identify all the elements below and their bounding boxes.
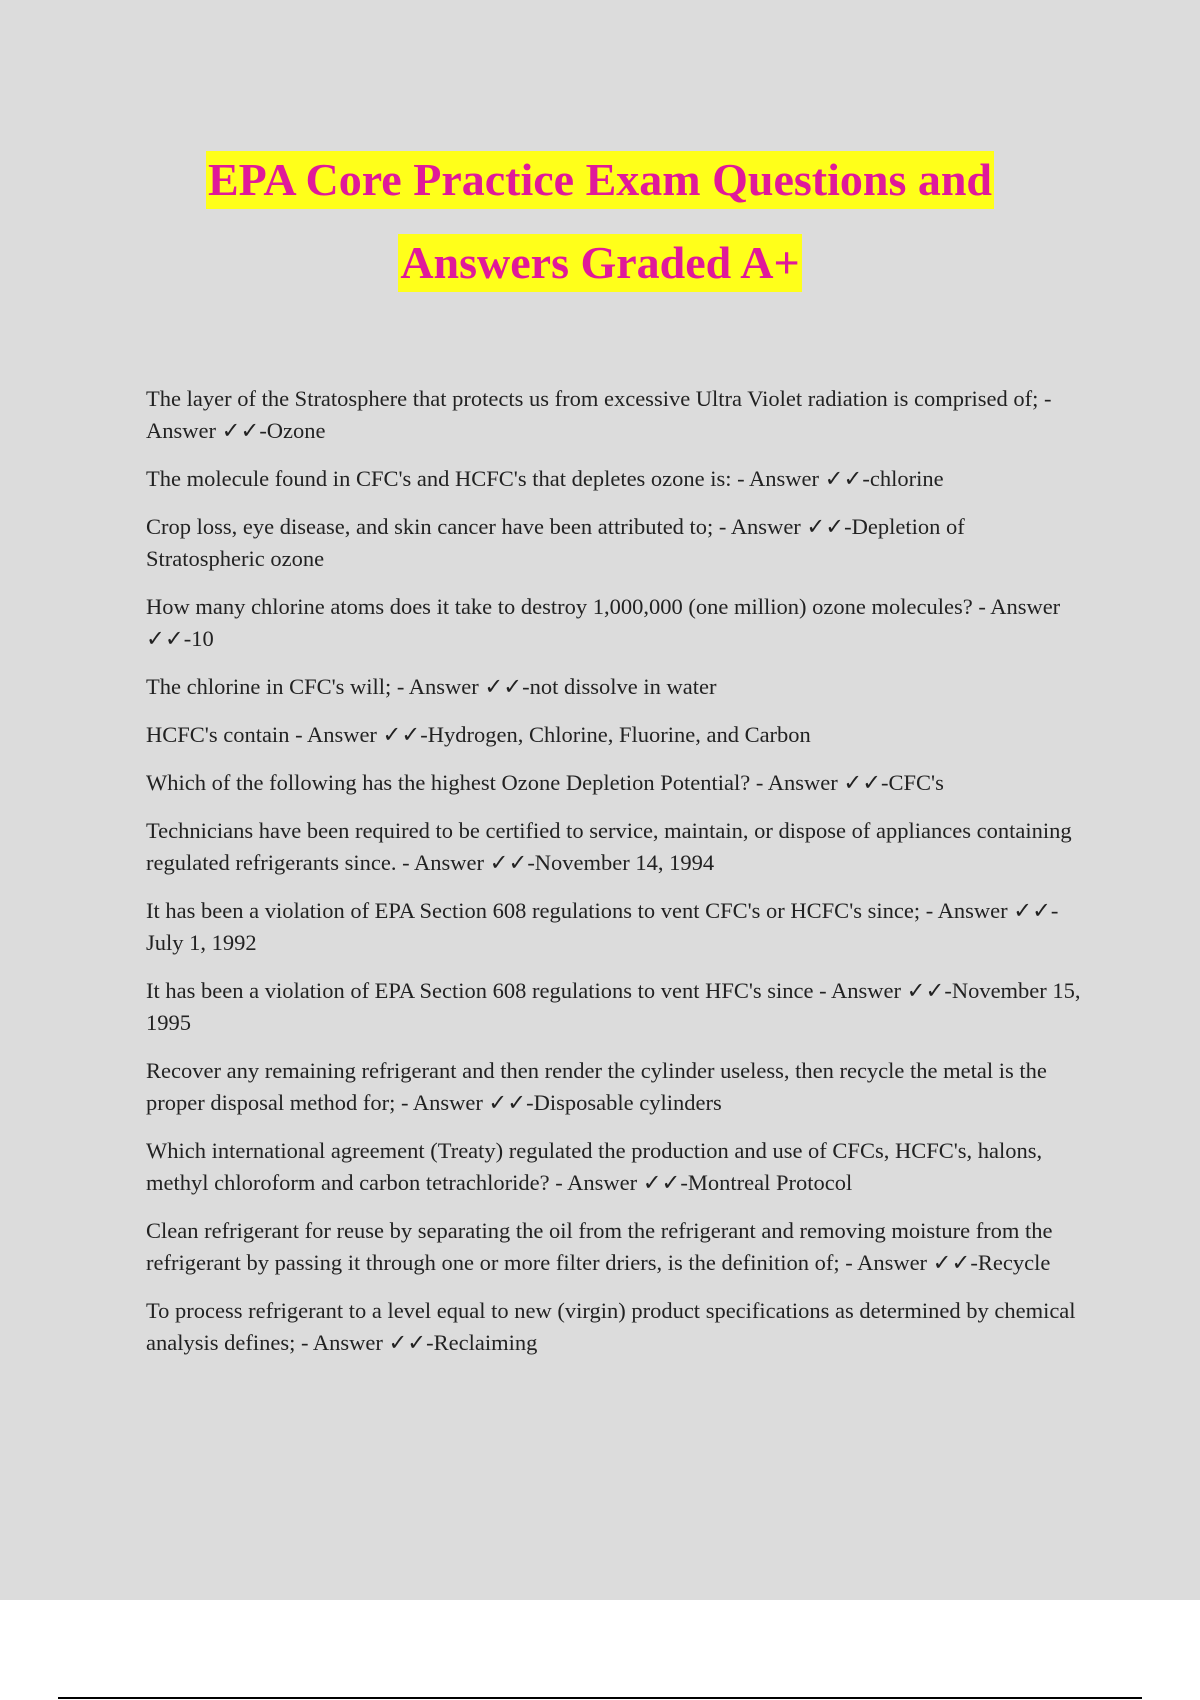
- question-answer-list: [146, 383, 1086, 1375]
- qa-item: HCFC's contain - Answer ✓✓-Hydrogen, Chlorine, Fluorine, and Carbon: [146, 722, 811, 747]
- qa-item: The chlorine in CFC's will; - Answer ✓✓-not dissolve in water: [146, 674, 717, 699]
- qa-item: It has been a violation of EPA Section 608 regulations to vent CFC's or HCFC's since; - Answer ✓✓-July 1, 1992: [146, 898, 1059, 955]
- qa-item: Which of the following has the highest Ozone Depletion Potential? - Answer ✓✓-CFC's: [146, 770, 944, 795]
- qa-item: Which international agreement (Treaty) regulated the production and use of CFCs, HCFC's, halons, methyl chloroform and carbon tetrachloride? - Answer ✓✓-Montreal Protocol: [146, 1138, 1043, 1195]
- qa-item: How many chlorine atoms does it take to destroy 1,000,000 (one million) ozone molecules? - Answer ✓✓-10: [146, 594, 1061, 651]
- qa-item: It has been a violation of EPA Section 608 regulations to vent HFC's since - Answer ✓✓-November 15, 1995: [146, 978, 1081, 1035]
- document-title: [0, 138, 1200, 304]
- qa-item: The layer of the Stratosphere that protects us from excessive Ultra Violet radiation is comprised of; - Answer ✓✓-Ozone: [146, 386, 1052, 443]
- title-line-1: EPA Core Practice Exam Questions and: [206, 151, 994, 209]
- qa-item: Crop loss, eye disease, and skin cancer have been attributed to; - Answer ✓✓-Depletion of Stratospheric ozone: [146, 514, 965, 571]
- qa-item: Technicians have been required to be certified to service, maintain, or dispose of appliances containing regulated refrigerants since. - Answer ✓✓-November 14, 1994: [146, 818, 1072, 875]
- title-line-2: Answers Graded A+: [398, 234, 801, 292]
- qa-item: Clean refrigerant for reuse by separating the oil from the refrigerant and removing moisture from the refrigerant by passing it through one or more filter driers, is the definition of; - Answer ✓✓-Recycle: [146, 1218, 1053, 1275]
- qa-item: The molecule found in CFC's and HCFC's that depletes ozone is: - Answer ✓✓-chlorine: [146, 466, 944, 491]
- footer-divider: [58, 1697, 1142, 1699]
- qa-item: To process refrigerant to a level equal to new (virgin) product specifications as determined by chemical analysis defines; - Answer ✓✓-Reclaiming: [146, 1298, 1076, 1355]
- qa-item: Recover any remaining refrigerant and then render the cylinder useless, then recycle the metal is the proper disposal method for; - Answer ✓✓-Disposable cylinders: [146, 1058, 1047, 1115]
